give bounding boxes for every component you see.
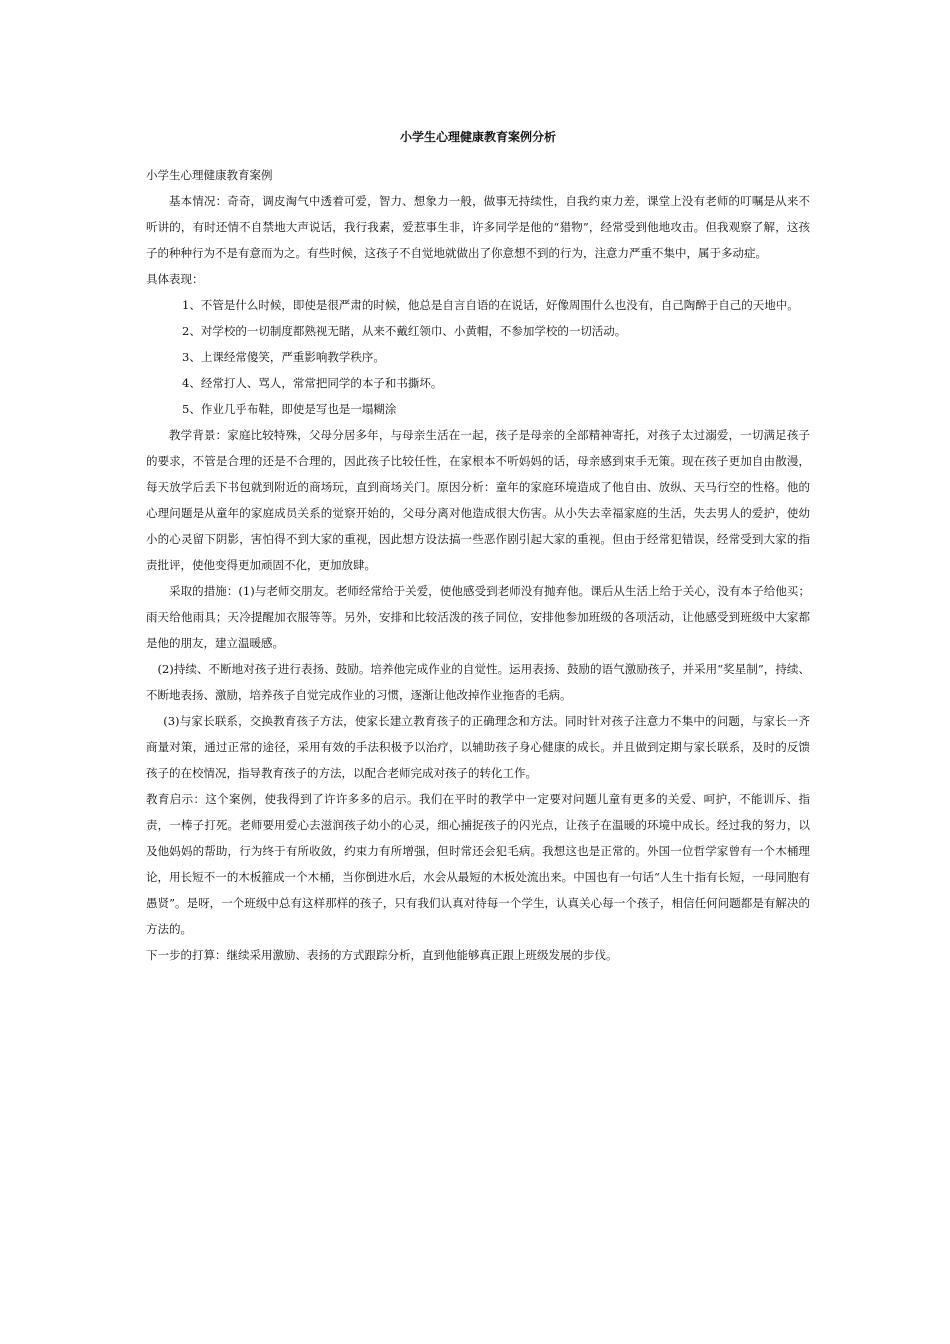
- measures-paragraph-1: 采取的措施：(1)与老师交朋友。老师经常给于关爱，使他感受到老师没有抛弃他。课后从生活上给于关心，没有本子给他买；雨天给他雨具；天冷提醒加衣服等等。另外，安排和比较活泼的孩子同位，安排他参加班级的各项活动，让他感受到班级中大家都是他的朋友，建立温暖感。: [146, 584, 810, 650]
- document-page: [146, 128, 810, 968]
- next-step-paragraph: 下一步的打算：继续采用激励、表扬的方式跟踪分析，直到他能够真正跟上班级发展的步伐。: [146, 948, 618, 962]
- symptom-item: 1、不管是什么时候，即使是很严肃的时候，他总是自言自语的在说话，好像周围什么也没有，自己陶醉于自己的天地中。: [182, 298, 799, 312]
- measures-paragraph-2: (2)持续、不断地对孩子进行表扬、鼓励。培养他完成作业的自觉性。运用表扬、鼓励的语气激励孩子，并采用“奖星制”，持续、不断地表扬、激励，培养孩子自觉完成作业的习惯，逐渐让他改掉作业拖沓的毛病。: [146, 662, 810, 702]
- document-title: 小学生心理健康教育案例分析: [399, 130, 556, 144]
- document-subtitle: 小学生心理健康教育案例: [146, 168, 273, 182]
- measures-paragraph-3: (3)与家长联系，交换教育孩子方法，使家长建立教育孩子的正确理念和方法。同时针对孩子注意力不集中的问题，与家长一齐商量对策，通过正常的途径，采用有效的手法积极予以治疗，以辅助孩子身心健康的成长。并且做到定期与家长联系，及时的反馈孩子的在校情况，指导教育孩子的方法，以配合老师完成对孩子的转化工作。: [146, 714, 810, 780]
- symptom-item: 2、对学校的一切制度都熟视无睹，从来不戴红领巾、小黄帽，不参加学校的一切活动。: [182, 324, 627, 338]
- symptom-item: 3、上课经常傻笑，严重影响教学秩序。: [182, 350, 385, 364]
- symptoms-label: 具体表现：: [146, 272, 204, 286]
- basic-info-paragraph: 基本情况：奇奇，调皮淘气中透着可爱，智力、想象力一般，做事无持续性，自我约束力差，课堂上没有老师的叮嘱是从来不听讲的，有时还情不自禁地大声说话，我行我素，爱惹事生非，许多同学是他的“猎物”，经常受到他地攻击。但我观察了解，这孩子的种种行为不是有意而为之。有些时候，这孩子不自觉地就做出了你意想不到的行为，注意力严重不集中，属于多动症。: [146, 194, 810, 260]
- symptom-item: 4、经常打人、骂人，常常把同学的本子和书撕坏。: [182, 376, 443, 390]
- background-paragraph: 教学背景：家庭比较特殊，父母分居多年，与母亲生活在一起，孩子是母亲的全部精神寄托，对孩子太过溺爱，一切满足孩子的要求，不管是合理的还是不合理的，因此孩子比较任性，在家根本不听妈妈的话，母亲感到束手无策。现在孩子更加自由散漫，每天放学后丢下书包就到附近的商场玩，直到商场关门。原因分析：童年的家庭环境造成了他自由、放纵、天马行空的性格。他的心理问题是从童年的家庭成员关系的觉察开始的，父母分离对他造成很大伤害。从小失去幸福家庭的生活，失去男人的爱护，使幼小的心灵留下阴影，害怕得不到大家的重视，因此想方设法搞一些恶作剧引起大家的重视。但由于经常犯错误，经常受到大家的指责批评，使他变得更加顽固不化，更加放肆。: [146, 428, 810, 572]
- symptom-item: 5、作业几乎布鞋，即使是写也是一塌糊涂: [182, 402, 397, 416]
- insight-paragraph: 教育启示：这个案例，使我得到了许许多多的启示。我们在平时的教学中一定要对问题儿童有更多的关爱、呵护，不能训斥、指责，一棒子打死。老师要用爱心去滋润孩子幼小的心灵，细心捕捉孩子的闪光点，让孩子在温暖的环境中成长。经过我的努力，以及他妈妈的帮助，行为终于有所收敛，约束力有所增强，但时常还会犯毛病。我想这也是正常的。外国一位哲学家曾有一个木桶理论，用长短不一的木板箍成一个木桶，当你倒进水后，水会从最短的木板处流出来。中国也有一句话“人生十指有长短，一母同胞有愚贤”。是呀，一个班级中总有这样那样的孩子，只有我们认真对待每一个学生，认真关心每一个孩子，相信任何问题都是有解决的方法的。: [146, 792, 810, 936]
